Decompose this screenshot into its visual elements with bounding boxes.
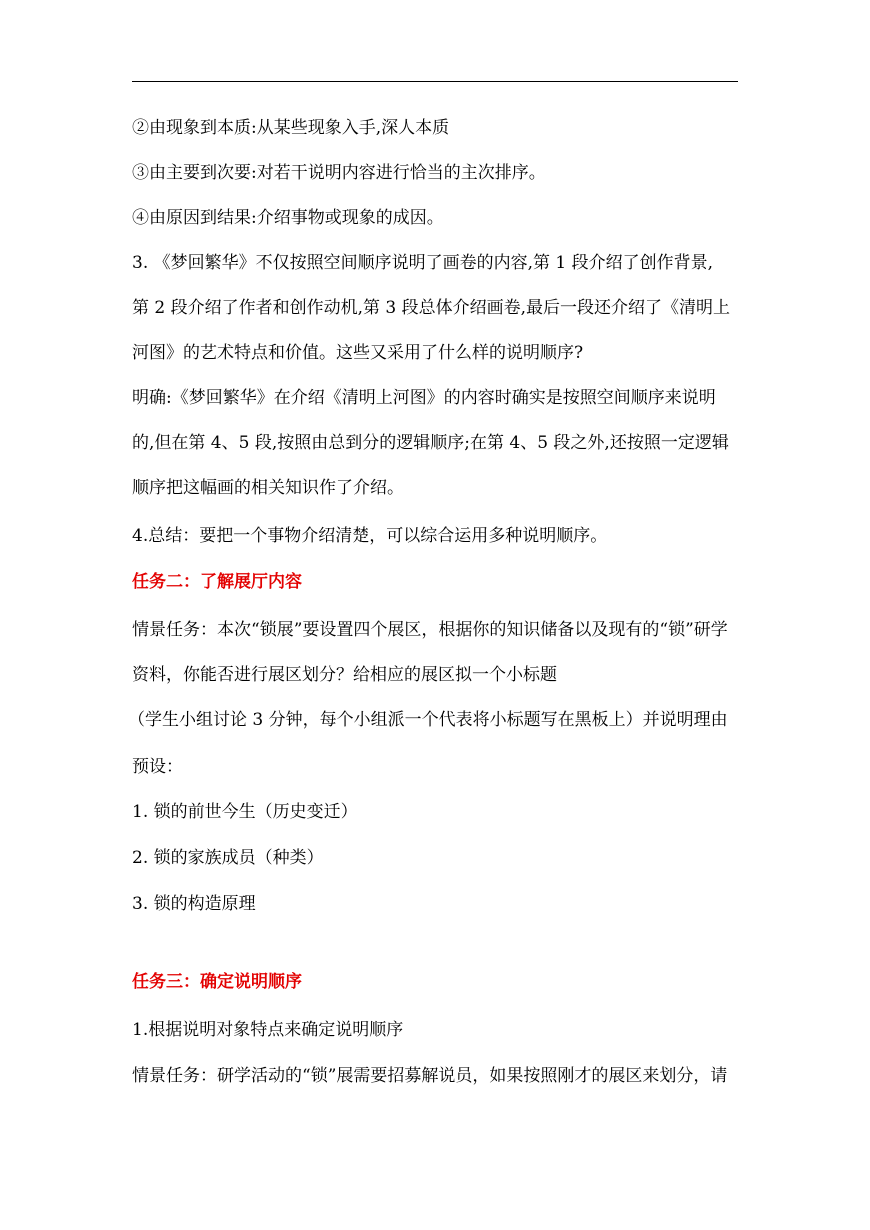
task3-sub: 1.根据说明对象特点来确定说明顺序	[132, 1020, 404, 1040]
task2-heading: 任务二：了解展厅内容	[132, 572, 302, 592]
list-item: 3. 锁的构造原理	[132, 894, 256, 914]
task2-scenario-line2: 资料，你能否进行展区划分？给相应的展区拟一个小标题	[132, 665, 557, 685]
task2-scenario-line1: 情景任务：本次“锁展”要设置四个展区，根据你的知识储备以及现有的“锁”研学	[132, 620, 728, 640]
task3-heading: 任务三：确定说明顺序	[132, 972, 302, 992]
text-line: 第 2 段介绍了作者和创作动机,第 3 段总体介绍画卷,最后一段还介绍了《清明上	[132, 298, 731, 318]
task2-preset: 预设：	[132, 757, 183, 777]
text-line: 的,但在第 4、5 段,按照由总到分的逻辑顺序;在第 4、5 段之外,还按照一定逻辑	[132, 433, 729, 453]
header-rule	[132, 81, 738, 82]
task3-scenario: 情景任务：研学活动的“锁”展需要招募解说员，如果按照刚才的展区来划分，请	[132, 1066, 728, 1086]
list-item: 1. 锁的前世今生（历史变迁）	[132, 802, 358, 822]
text-line: 河图》的艺术特点和价值。这些又采用了什么样的说明顺序?	[132, 343, 584, 363]
text-line: ④由原因到结果:介绍事物或现象的成因。	[132, 208, 444, 228]
list-item: 2. 锁的家族成员（种类）	[132, 848, 324, 868]
task2-note: （学生小组讨论 3 分钟，每个小组派一个代表将小标题写在黑板上）并说明理由	[128, 710, 728, 730]
text-line: 4.总结：要把一个事物介绍清楚，可以综合运用多种说明顺序。	[132, 526, 608, 546]
text-line: 明确:《梦回繁华》在介绍《清明上河图》的内容时确实是按照空间顺序来说明	[132, 388, 716, 408]
text-line: 3. 《梦回繁华》不仅按照空间顺序说明了画卷的内容,第 1 段介绍了创作背景,	[132, 253, 714, 273]
text-line: ③由主要到次要:对若干说明内容进行恰当的主次排序。	[132, 163, 546, 183]
text-line: ②由现象到本质:从某些现象入手,深人本质	[132, 118, 450, 138]
text-line: 顺序把这幅画的相关知识作了介绍。	[132, 478, 404, 498]
